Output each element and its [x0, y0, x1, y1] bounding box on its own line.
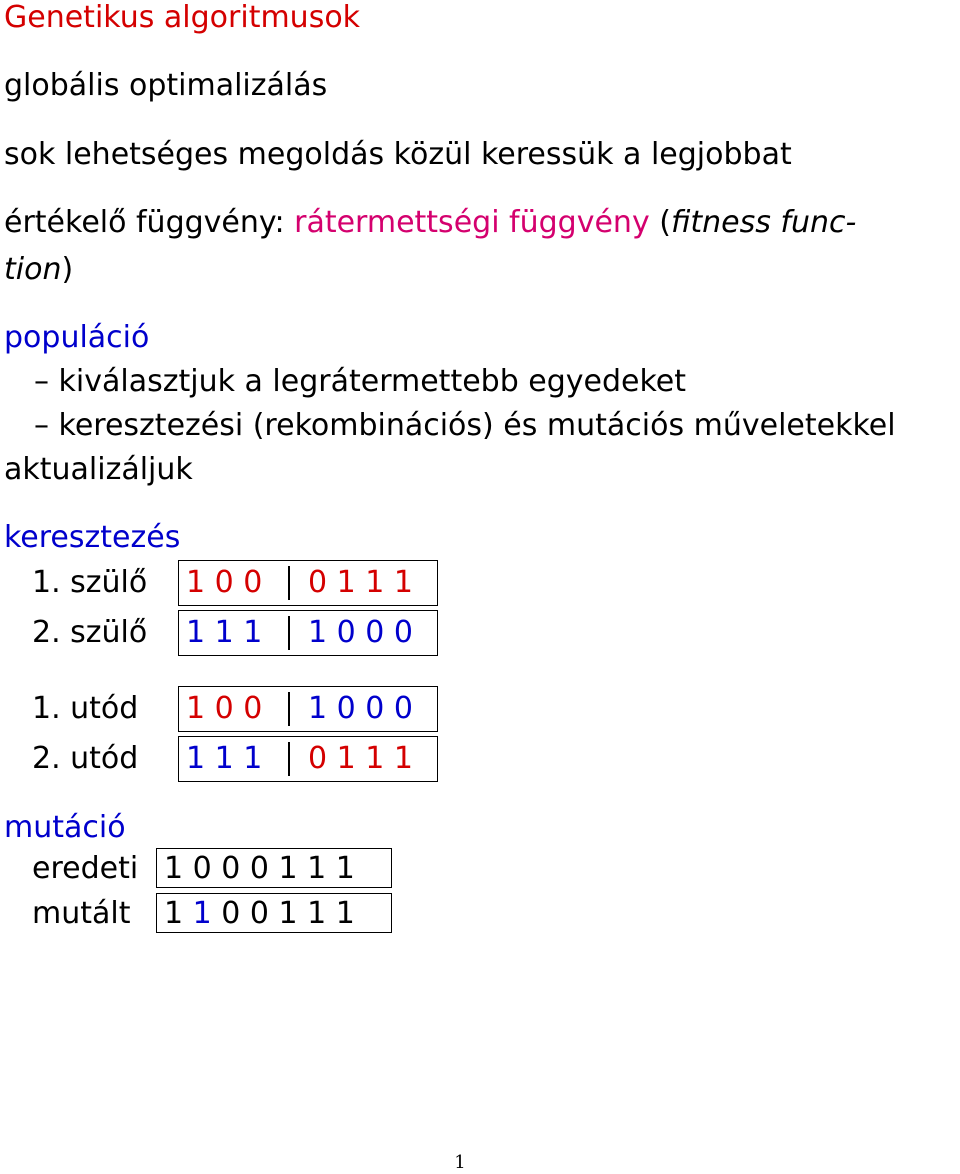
fitness-italic-2: tion — [4, 252, 62, 287]
paren-open: ( — [659, 205, 671, 240]
line-fitness — [4, 205, 856, 241]
right-bits: 0 1 1 1 — [308, 565, 413, 600]
crossover-label: 2. szülő — [32, 615, 148, 650]
crossover-row — [32, 686, 452, 732]
crossover-heading: keresztezés — [4, 520, 181, 555]
line-global-optimization: globális optimalizálás — [4, 68, 328, 103]
mutated-bit-changed: 1 — [192, 896, 212, 931]
crossover-label: 1. szülő — [32, 565, 148, 600]
cut-point — [288, 566, 290, 600]
mutated-bits-rest: 0 0 1 1 1 — [221, 896, 355, 931]
page-title: Genetikus algoritmusok — [4, 0, 361, 35]
population-item-2: – keresztezési (rekombinációs) és mutációs műveletekkel — [34, 408, 896, 443]
paren-close: ) — [61, 252, 74, 287]
left-bits: 1 0 0 — [186, 565, 263, 600]
mutation-label-mutated: mutált — [32, 896, 131, 931]
original-bits: 1 0 0 0 1 1 1 — [164, 851, 355, 886]
page-number: 1 — [454, 1152, 466, 1173]
crossover-row — [32, 736, 452, 782]
cut-point — [288, 742, 290, 776]
cut-point — [288, 616, 290, 650]
fitness-prefix: értékelő függvény: — [4, 205, 285, 240]
crossover-row — [32, 610, 452, 656]
mutation-label-original: eredeti — [32, 851, 139, 886]
crossover-label: 1. utód — [32, 691, 139, 726]
population-heading: populáció — [4, 320, 150, 355]
fitness-highlight: rátermettségi függvény — [294, 205, 650, 240]
mutation-row-original — [32, 848, 412, 890]
population-item-1: – kiválasztjuk a legrátermettebb egyedeket — [34, 364, 687, 399]
line-fitness-cont — [4, 252, 73, 288]
mutation-row-mutated — [32, 893, 412, 935]
left-bits: 1 1 1 — [186, 741, 263, 776]
left-bits: 1 1 1 — [186, 615, 263, 650]
fitness-italic-1: fitness func- — [670, 205, 857, 240]
right-bits: 0 1 1 1 — [308, 741, 413, 776]
population-item-2-cont: aktualizáljuk — [4, 452, 193, 487]
left-bits: 1 0 0 — [186, 691, 263, 726]
right-bits: 1 0 0 0 — [308, 615, 413, 650]
right-bits: 1 0 0 0 — [308, 691, 413, 726]
crossover-row — [32, 560, 452, 606]
mutation-heading: mutáció — [4, 810, 126, 845]
line-search-best: sok lehetséges megoldás közül keressük a legjobbat — [4, 137, 792, 172]
mutated-bit-1: 1 — [164, 896, 184, 931]
mutated-bits — [164, 893, 355, 935]
crossover-label: 2. utód — [32, 741, 139, 776]
cut-point — [288, 692, 290, 726]
